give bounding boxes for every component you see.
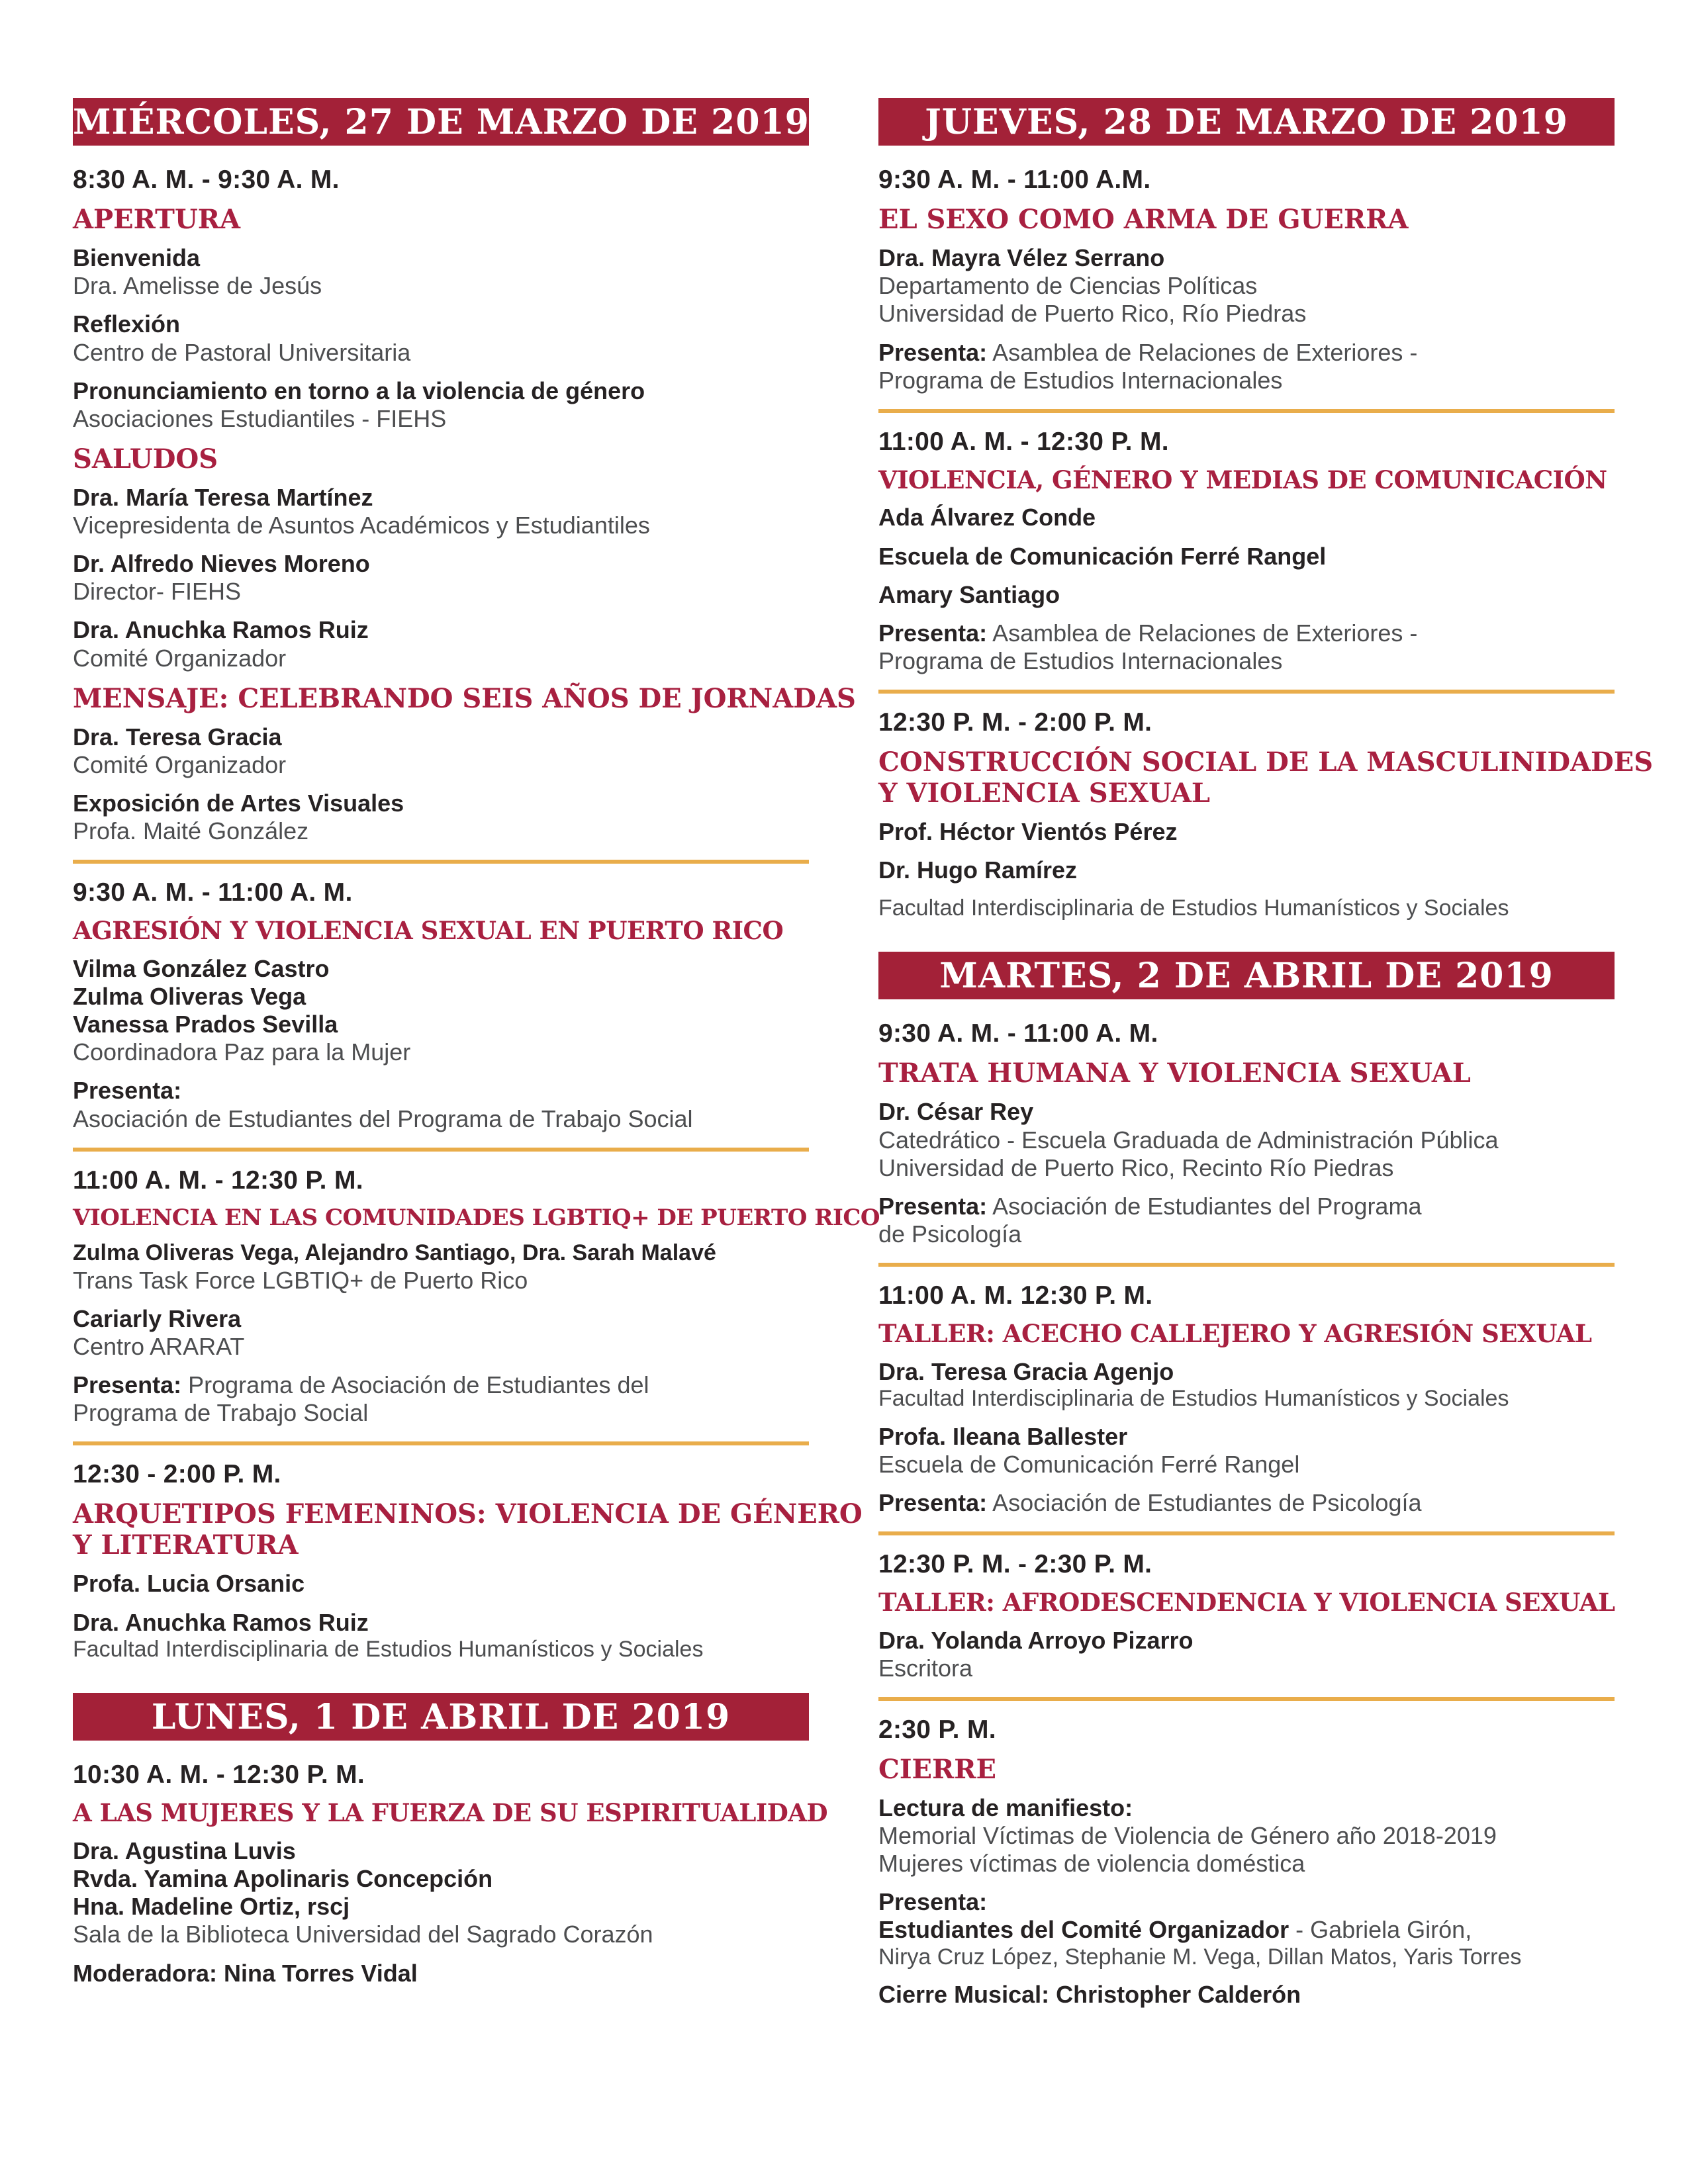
- session-time: 12:30 - 2:00 P. M.: [73, 1460, 281, 1489]
- text-segment: Bienvenida: [73, 244, 201, 272]
- paragraph: [73, 1960, 809, 1987]
- text-line: [73, 1333, 809, 1361]
- text-segment: Dra. Mayra Vélez Serrano: [878, 244, 1165, 272]
- session-time: 11:00 A. M. - 12:30 P. M.: [878, 427, 1169, 456]
- text-line: [878, 1386, 1615, 1412]
- paragraph: [73, 377, 809, 433]
- session-title: [878, 1588, 1615, 1617]
- day-banner-label: LUNES, 1 DE ABRIL DE 2019: [151, 1697, 731, 1738]
- paragraph: [73, 1609, 809, 1663]
- title-line: MENSAJE: CELEBRANDO SEIS AÑOS DE JORNADAS: [73, 682, 856, 714]
- text-segment: Facultad Interdisciplinaria de Estudios Humanísticos y Sociales: [878, 1385, 1509, 1411]
- text-segment: Amary Santiago: [878, 580, 1060, 608]
- text-segment: Pronunciamiento en torno a la violencia de género: [73, 377, 645, 404]
- text-segment: Presenta:: [878, 1888, 988, 1916]
- paragraph: [878, 1627, 1615, 1682]
- text-segment: Programa de Estudios Internacionales: [878, 366, 1283, 394]
- text-line: [878, 1423, 1615, 1451]
- session-time: 2:30 P. M.: [878, 1715, 996, 1744]
- text-segment: Presenta:: [878, 338, 988, 366]
- paragraph: [73, 1570, 809, 1598]
- title-line: CONSTRUCCIÓN SOCIAL DE LA MASCULINIDADES: [878, 746, 1654, 778]
- text-segment: Centro de Pastoral Universitaria: [73, 338, 411, 366]
- text-line: [878, 504, 1615, 531]
- text-line: [73, 244, 809, 272]
- paragraph: [73, 790, 809, 845]
- text-line: [878, 1916, 1615, 1944]
- title-line: TALLER: ACECHO CALLEJERO Y AGRESIÓN SEXUAL: [878, 1319, 1592, 1349]
- section-divider: [878, 1263, 1615, 1267]
- text-line: [73, 1105, 809, 1133]
- text-segment: Nirya Cruz López, Stephanie M. Vega, Dillan Matos, Yaris Torres: [878, 1944, 1522, 1970]
- text-line: [878, 1627, 1615, 1655]
- title-line: VIOLENCIA EN LAS COMUNIDADES LGBTIQ+ DE PUERTO RICO: [73, 1204, 880, 1231]
- session-time: 11:00 A. M. 12:30 P. M.: [878, 1281, 1153, 1310]
- text-line: [878, 1451, 1615, 1479]
- paragraph: [878, 1888, 1615, 1970]
- text-segment: Catedrático - Escuela Graduada de Administración Pública: [878, 1126, 1499, 1154]
- text-segment: Universidad de Puerto Rico, Río Piedras: [878, 300, 1307, 328]
- session-title: [73, 917, 809, 946]
- text-line: [73, 1267, 809, 1295]
- text-line: [73, 1077, 809, 1105]
- text-line: [73, 1921, 809, 1948]
- text-segment: Presenta:: [878, 619, 988, 647]
- session-time: 9:30 A. M. - 11:00 A. M.: [73, 878, 353, 907]
- text-line: [73, 817, 809, 845]
- paragraph: [878, 543, 1615, 570]
- text-line: [73, 645, 809, 672]
- text-line: [73, 751, 809, 779]
- text-line: [878, 367, 1615, 394]
- title-line: Y VIOLENCIA SEXUAL: [878, 778, 1210, 809]
- text-line: [878, 1850, 1615, 1878]
- paragraph: [73, 616, 809, 672]
- text-segment: Dr. Hugo Ramírez: [878, 856, 1078, 884]
- text-line: [73, 1960, 809, 1987]
- text-segment: Ada Álvarez Conde: [878, 504, 1096, 531]
- text-segment: Presenta:: [878, 1488, 988, 1516]
- paragraph: [878, 1193, 1615, 1248]
- paragraph: [73, 484, 809, 539]
- text-segment: Profa. Lucia Orsanic: [73, 1570, 305, 1598]
- text-segment: Asociación de Estudiantes del Programa de Trabajo Social: [73, 1105, 693, 1132]
- text-line: [73, 272, 809, 300]
- session-time: 12:30 P. M. - 2:30 P. M.: [878, 1549, 1152, 1578]
- text-segment: Zulma Oliveras Vega: [73, 983, 306, 1011]
- text-segment: Memorial Víctimas de Violencia de Género año 2018-2019: [878, 1822, 1497, 1850]
- text-segment: de Psicología: [878, 1220, 1022, 1248]
- text-line: [73, 377, 809, 405]
- text-segment: Asamblea de Relaciones de Exteriores -: [987, 338, 1418, 366]
- session-title: [878, 466, 1615, 495]
- text-segment: Zulma Oliveras Vega, Alejandro Santiago, Dra. Sarah Malavé: [73, 1240, 716, 1265]
- text-line: [878, 1888, 1615, 1916]
- text-line: [73, 310, 809, 338]
- text-segment: Presenta:: [878, 1192, 988, 1220]
- text-segment: Asociación de Estudiantes del Programa: [987, 1192, 1422, 1220]
- text-line: [878, 1822, 1615, 1850]
- paragraph: [73, 244, 809, 300]
- text-segment: Cariarly Rivera: [73, 1304, 242, 1332]
- text-line: [73, 1637, 809, 1663]
- text-segment: Asociación de Estudiantes de Psicología: [987, 1488, 1422, 1516]
- paragraph: [878, 339, 1615, 394]
- text-line: [878, 581, 1615, 609]
- text-segment: Dra. María Teresa Martínez: [73, 484, 373, 512]
- text-segment: Presenta:: [73, 1371, 182, 1398]
- text-line: [73, 550, 809, 578]
- text-segment: Exposición de Artes Visuales: [73, 790, 404, 817]
- text-segment: Asamblea de Relaciones de Exteriores -: [987, 619, 1418, 647]
- paragraph: [73, 1240, 809, 1295]
- text-line: [878, 1098, 1615, 1126]
- text-line: [73, 1240, 809, 1267]
- paragraph: [878, 504, 1615, 531]
- title-line: ARQUETIPOS FEMENINOS: VIOLENCIA DE GÉNERO: [73, 1498, 863, 1530]
- text-line: [878, 339, 1615, 367]
- text-segment: - Gabriela Girón,: [1289, 1916, 1472, 1944]
- text-line: [878, 1489, 1615, 1517]
- text-segment: Escuela de Comunicación Ferré Rangel: [878, 542, 1327, 570]
- text-segment: Asociaciones Estudiantiles - FIEHS: [73, 404, 447, 432]
- title-line: EL SEXO COMO ARMA DE GUERRA: [878, 204, 1409, 235]
- text-segment: Dra. Teresa Gracia Agenjo: [878, 1357, 1174, 1385]
- text-line: [878, 543, 1615, 570]
- session-time: 12:30 P. M. - 2:00 P. M.: [878, 707, 1152, 737]
- session-title: [73, 204, 809, 235]
- session-title: [73, 1498, 863, 1561]
- text-line: [73, 1865, 809, 1893]
- paragraph: [878, 1794, 1615, 1878]
- text-segment: Departamento de Ciencias Políticas: [878, 272, 1258, 300]
- text-line: [73, 1399, 809, 1427]
- text-line: [73, 1305, 809, 1333]
- session-title: [73, 1798, 828, 1828]
- text-line: [73, 790, 809, 817]
- text-segment: Dra. Anuchka Ramos Ruiz: [73, 1608, 369, 1636]
- paragraph: [73, 1371, 809, 1427]
- day-banner-label: MARTES, 2 DE ABRIL DE 2019: [939, 956, 1554, 997]
- paragraph: [878, 895, 1615, 922]
- day-banner-label: JUEVES, 28 DE MARZO DE 2019: [925, 102, 1568, 142]
- text-segment: Profa. Ileana Ballester: [878, 1422, 1128, 1450]
- session-title: [878, 204, 1615, 235]
- session-title: [73, 682, 856, 714]
- text-segment: Dra. Agustina Luvis: [73, 1837, 296, 1865]
- section-divider: [878, 1697, 1615, 1701]
- text-line: [878, 619, 1615, 647]
- paragraph: [73, 955, 809, 1066]
- text-segment: Dra. Anuchka Ramos Ruiz: [73, 616, 369, 644]
- text-segment: Rvda. Yamina Apolinaris Concepción: [73, 1865, 493, 1893]
- text-line: [878, 300, 1615, 328]
- text-segment: Profa. Maité González: [73, 817, 309, 845]
- text-segment: Prof. Héctor Vientós Pérez: [878, 818, 1178, 846]
- title-line: TRATA HUMANA Y VIOLENCIA SEXUAL: [878, 1058, 1471, 1089]
- column-left: [73, 98, 880, 2019]
- title-line: VIOLENCIA, GÉNERO Y MEDIAS DE COMUNICACIÓN: [878, 465, 1607, 494]
- text-line: [878, 1944, 1615, 1971]
- section-divider: [878, 1531, 1615, 1535]
- text-segment: Programa de Estudios Internacionales: [878, 647, 1283, 674]
- text-line: [878, 1154, 1615, 1182]
- title-line: AGRESIÓN Y VIOLENCIA SEXUAL EN PUERTO RICO: [73, 916, 784, 946]
- text-line: [878, 856, 1615, 884]
- text-segment: Comité Organizador: [73, 751, 287, 778]
- text-line: [878, 818, 1615, 846]
- text-line: [73, 578, 809, 606]
- title-line: Y LITERATURA: [73, 1529, 299, 1561]
- text-line: [73, 1011, 809, 1038]
- session-time: 9:30 A. M. - 11:00 A.M.: [878, 165, 1151, 194]
- text-line: [878, 272, 1615, 300]
- text-line: [73, 1570, 809, 1598]
- text-line: [878, 1981, 1615, 2009]
- text-segment: Coordinadora Paz para la Mujer: [73, 1038, 411, 1066]
- paragraph: [878, 244, 1615, 328]
- text-segment: Presenta:: [73, 1077, 182, 1105]
- text-line: [878, 895, 1615, 922]
- text-segment: Moderadora: Nina Torres Vidal: [73, 1959, 418, 1987]
- text-line: [878, 1220, 1615, 1248]
- text-line: [878, 1794, 1615, 1822]
- text-line: [73, 1609, 809, 1637]
- text-line: [73, 1893, 809, 1921]
- text-line: [73, 512, 809, 539]
- day-banner: [73, 1693, 809, 1741]
- session-title: [878, 1320, 1615, 1349]
- paragraph: [73, 550, 809, 606]
- title-line: CIERRE: [878, 1753, 997, 1785]
- day-banner: [878, 952, 1615, 999]
- title-line: A LAS MUJERES Y LA FUERZA DE SU ESPIRITUALIDAD: [73, 1798, 828, 1828]
- paragraph: [73, 310, 809, 366]
- section-divider: [73, 1148, 809, 1152]
- session-time: 11:00 A. M. - 12:30 P. M.: [73, 1165, 363, 1195]
- text-segment: Dra. Yolanda Arroyo Pizarro: [878, 1626, 1194, 1654]
- section-divider: [878, 690, 1615, 694]
- text-line: [73, 616, 809, 644]
- text-line: [878, 244, 1615, 272]
- text-line: [73, 1371, 809, 1399]
- text-line: [73, 723, 809, 751]
- text-segment: Facultad Interdisciplinaria de Estudios Humanísticos y Sociales: [73, 1636, 704, 1662]
- section-divider: [878, 409, 1615, 413]
- session-time: 9:30 A. M. - 11:00 A. M.: [878, 1019, 1158, 1048]
- text-segment: Hna. Madeline Ortiz, rscj: [73, 1893, 350, 1921]
- column-right: [878, 98, 1654, 2019]
- paragraph: [878, 856, 1615, 884]
- text-segment: Vilma González Castro: [73, 954, 330, 982]
- paragraph: [73, 1837, 809, 1948]
- text-segment: Mujeres víctimas de violencia doméstica: [878, 1850, 1305, 1878]
- paragraph: [878, 1098, 1615, 1181]
- text-segment: Facultad Interdisciplinaria de Estudios Humanísticos y Sociales: [878, 895, 1509, 921]
- paragraph: [73, 1077, 809, 1132]
- day-banner: [73, 98, 809, 146]
- day-banner: [878, 98, 1615, 146]
- text-segment: Escritora: [878, 1654, 973, 1682]
- title-line: APERTURA: [73, 204, 241, 235]
- text-segment: Centro ARARAT: [73, 1332, 245, 1360]
- text-segment: Vicepresidenta de Asuntos Académicos y Estudiantiles: [73, 512, 650, 539]
- session-title: [73, 1204, 880, 1231]
- text-line: [73, 339, 809, 367]
- text-segment: Universidad de Puerto Rico, Recinto Río Piedras: [878, 1154, 1394, 1181]
- text-line: [878, 1655, 1615, 1682]
- session-title: [878, 1058, 1615, 1089]
- text-line: [878, 647, 1615, 675]
- text-line: [73, 1038, 809, 1066]
- text-segment: Estudiantes del Comité Organizador: [878, 1916, 1289, 1944]
- section-divider: [73, 860, 809, 864]
- text-segment: Lectura de manifiesto:: [878, 1794, 1133, 1821]
- paragraph: [878, 1358, 1615, 1412]
- text-line: [73, 983, 809, 1011]
- session-title: [878, 746, 1654, 809]
- text-line: [878, 1193, 1615, 1220]
- paragraph: [878, 619, 1615, 675]
- text-segment: Vanessa Prados Sevilla: [73, 1011, 338, 1038]
- session-title: [878, 1754, 1615, 1785]
- text-line: [878, 1126, 1615, 1154]
- text-segment: Comité Organizador: [73, 644, 287, 672]
- title-line: TALLER: AFRODESCENDENCIA Y VIOLENCIA SEXUAL: [878, 1587, 1615, 1617]
- text-segment: Escuela de Comunicación Ferré Rangel: [878, 1450, 1300, 1478]
- text-segment: Reflexión: [73, 310, 181, 338]
- session-time: 10:30 A. M. - 12:30 P. M.: [73, 1760, 365, 1790]
- text-line: [73, 955, 809, 983]
- title-line: SALUDOS: [73, 443, 218, 475]
- text-segment: Dra. Amelisse de Jesús: [73, 272, 322, 300]
- text-segment: Director- FIEHS: [73, 578, 242, 606]
- text-line: [73, 484, 809, 512]
- text-segment: Dr. César Rey: [878, 1098, 1034, 1126]
- text-segment: Programa de Trabajo Social: [73, 1398, 369, 1426]
- paragraph: [878, 1489, 1615, 1517]
- paragraph: [878, 1423, 1615, 1479]
- paragraph: [73, 723, 809, 779]
- section-divider: [73, 1441, 809, 1445]
- paragraph: [878, 1981, 1615, 2009]
- text-line: [878, 1358, 1615, 1386]
- day-banner-label: MIÉRCOLES, 27 DE MARZO DE 2019: [73, 102, 810, 142]
- text-segment: Programa de Asociación de Estudiantes del: [181, 1371, 649, 1398]
- text-segment: Dra. Teresa Gracia: [73, 723, 282, 751]
- paragraph: [878, 581, 1615, 609]
- text-segment: Dr. Alfredo Nieves Moreno: [73, 550, 370, 578]
- text-segment: Sala de la Biblioteca Universidad del Sagrado Corazón: [73, 1921, 653, 1948]
- paragraph: [878, 818, 1615, 846]
- text-line: [73, 405, 809, 433]
- paragraph: [73, 1305, 809, 1361]
- session-title: [73, 443, 809, 475]
- text-segment: Trans Task Force LGBTIQ+ de Puerto Rico: [73, 1266, 528, 1294]
- text-segment: Cierre Musical: Christopher Calderón: [878, 1981, 1301, 2009]
- session-time: 8:30 A. M. - 9:30 A. M.: [73, 165, 340, 194]
- text-line: [73, 1837, 809, 1865]
